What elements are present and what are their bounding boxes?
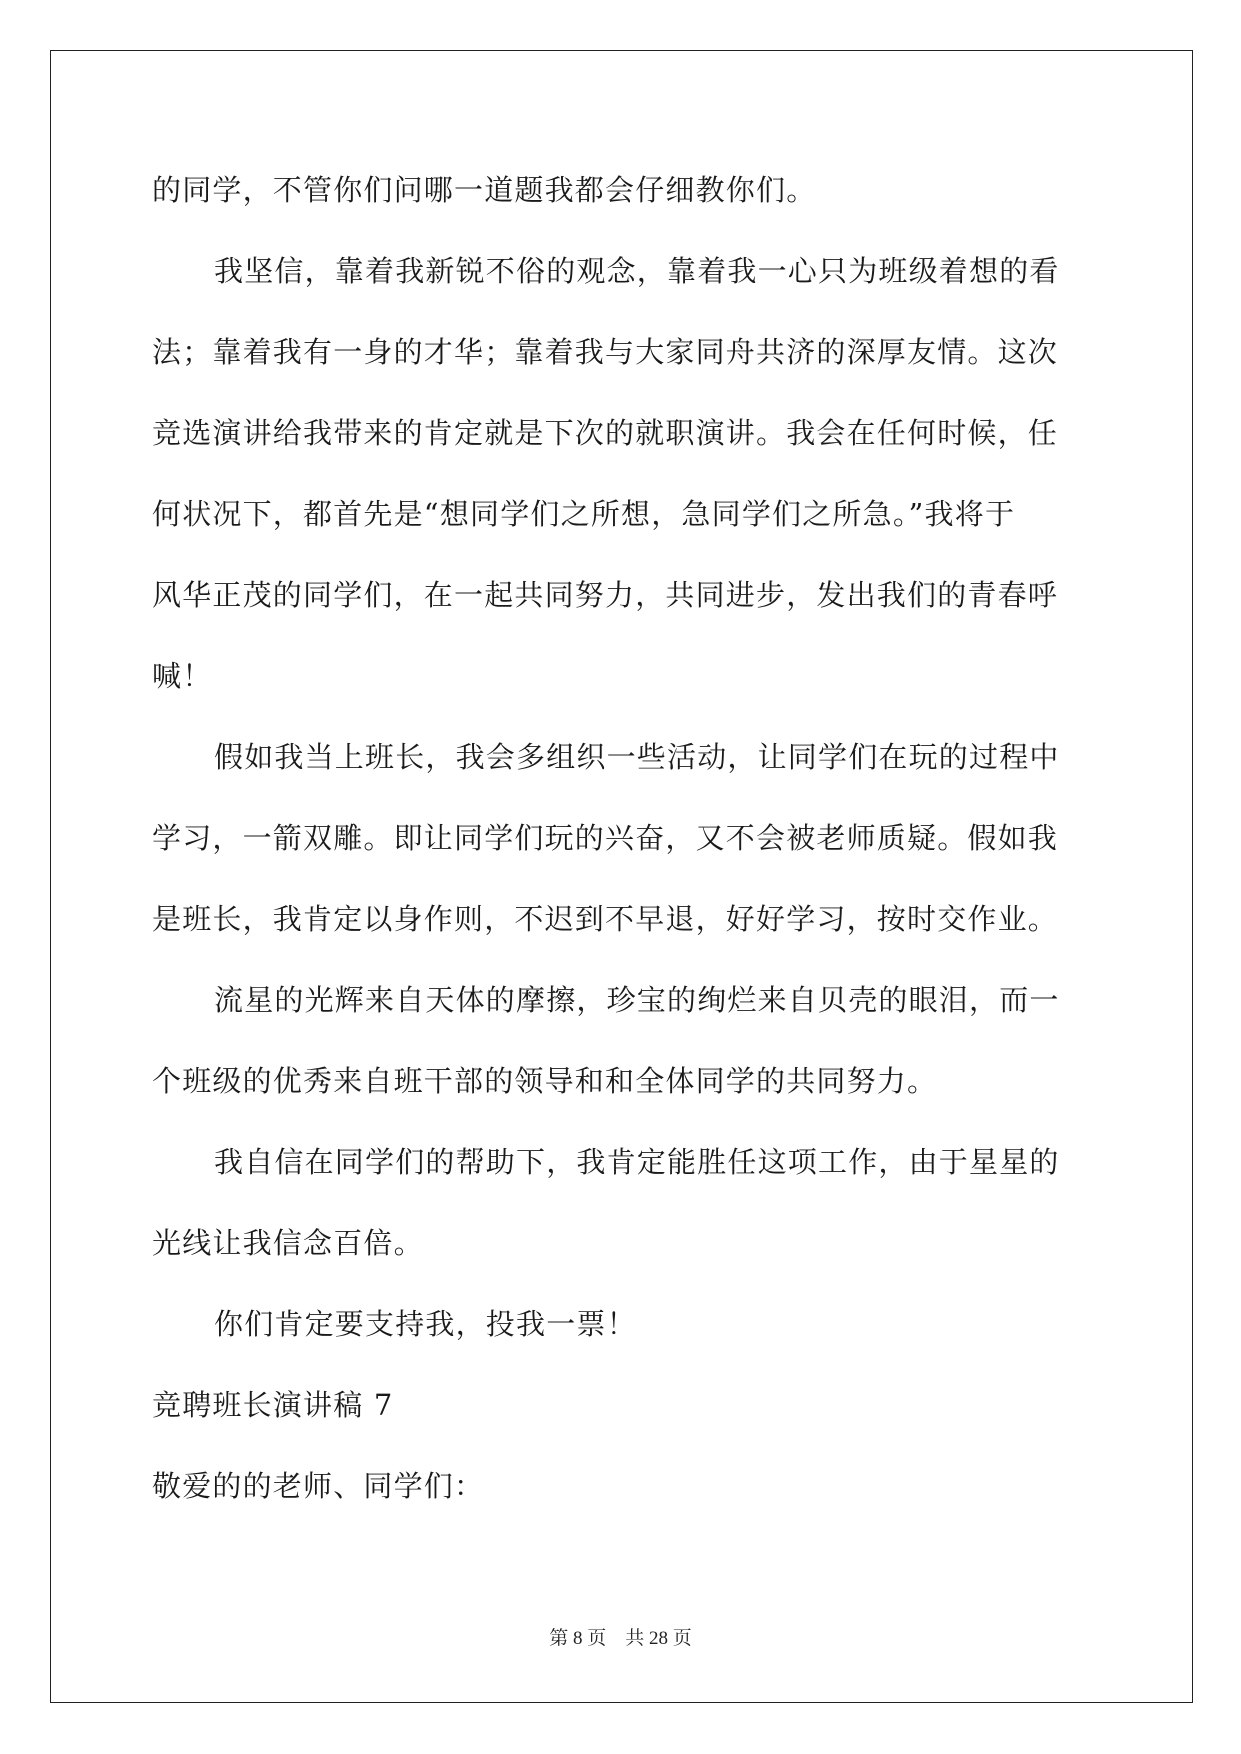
paragraph-start-line: 你们肯定要支持我，投我一票！ bbox=[214, 1307, 637, 1341]
paragraph-start-line: 假如我当上班长，我会多组织一些活动，让同学们在玩的过程中 bbox=[214, 740, 1060, 774]
text-line: 竞选演讲给我带来的肯定就是下次的就职演讲。我会在任何时候，任 bbox=[152, 416, 1059, 450]
text-line: 学习，一箭双雕。即让同学们玩的兴奋，又不会被老师质疑。假如我 bbox=[152, 821, 1059, 855]
text-line: 法；靠着我有一身的才华；靠着我与大家同舟共济的深厚友情。这次 bbox=[152, 335, 1059, 369]
text-line: 个班级的优秀来自班干部的领导和和全体同学的共同努力。 bbox=[152, 1064, 938, 1098]
text-line: 喊！ bbox=[152, 659, 213, 693]
text-line: 何状况下，都首先是“想同学们之所想，急同学们之所急。”我将于 bbox=[152, 497, 1016, 531]
text-line: 光线让我信念百倍。 bbox=[152, 1226, 424, 1260]
salutation-line: 敬爱的的老师、同学们： bbox=[152, 1469, 485, 1503]
document-body bbox=[152, 150, 1092, 1527]
text-line: 是班长，我肯定以身作则，不迟到不早退，好好学习，按时交作业。 bbox=[152, 902, 1059, 936]
section-heading: 竞聘班长演讲稿 7 bbox=[152, 1388, 394, 1422]
text-line: 风华正茂的同学们，在一起共同努力，共同进步，发出我们的青春呼 bbox=[152, 578, 1059, 612]
paragraph-start-line: 流星的光辉来自天体的摩擦，珍宝的绚烂来自贝壳的眼泪，而一 bbox=[214, 983, 1060, 1017]
text-line: 的同学，不管你们问哪一道题我都会仔细教你们。 bbox=[152, 173, 817, 207]
paragraph-start-line: 我坚信，靠着我新锐不俗的观念，靠着我一心只为班级着想的看 bbox=[214, 254, 1060, 288]
paragraph-start-line: 我自信在同学们的帮助下，我肯定能胜任这项工作，由于星星的 bbox=[214, 1145, 1060, 1179]
page-number-footer: 第 8 页 共 28 页 bbox=[549, 1628, 692, 1649]
